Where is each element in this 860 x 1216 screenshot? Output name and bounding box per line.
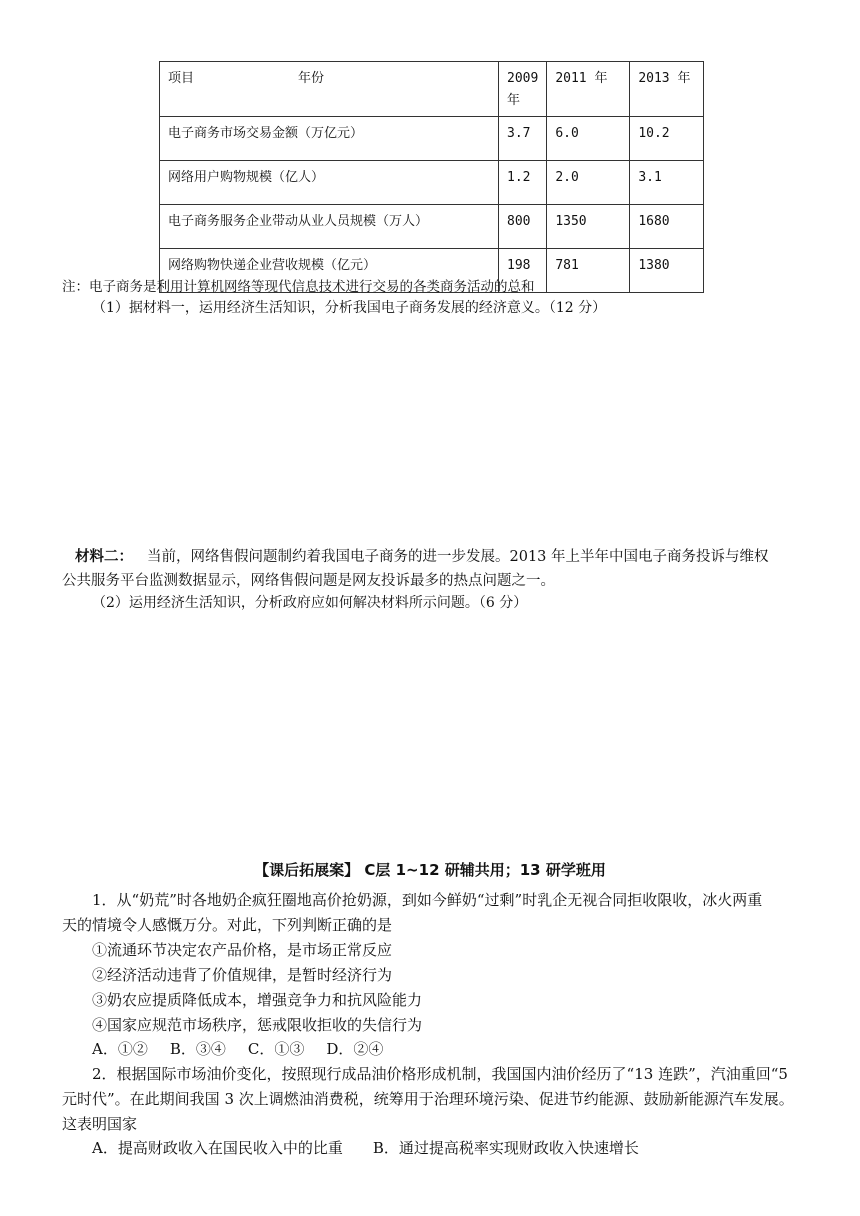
problem-2-line-3: 这表明国家: [62, 1115, 138, 1133]
row-label: 网络购物快递企业营收规模（亿元）: [160, 249, 499, 293]
problem-1-option: ②经济活动违背了价值规律，是暂时经济行为: [92, 966, 393, 984]
cell-2013: 3.1: [630, 161, 704, 205]
row-label: 电子商务服务企业带动从业人员规模（万人）: [160, 205, 499, 249]
problem-2-choices: [92, 1137, 669, 1158]
cell-2009: 198: [499, 249, 547, 293]
choice-a: A．①②: [92, 1040, 148, 1058]
table-row: [160, 161, 704, 205]
material-2-line-1: [75, 545, 769, 566]
header-2011: 2011 年: [547, 62, 630, 117]
question-2: （2）运用经济生活知识，分析政府应如何解决材料所示问题。（6 分）: [92, 595, 528, 611]
choice-a: A．提高财政收入在国民收入中的比重: [92, 1139, 343, 1157]
section-title: 【课后拓展案】 C层 1~12 研辅共用；13 研学班用: [254, 861, 606, 879]
cell-2013: 1380: [630, 249, 704, 293]
cell-2011: 2.0: [547, 161, 630, 205]
choice-d: D．②④: [326, 1040, 384, 1058]
problem-2-line-1: 2．根据国际市场油价变化，按照现行成品油价格形成机制，我国国内油价经历了“13 连跌”，汽油重回“5: [92, 1065, 788, 1083]
table-row: [160, 117, 704, 161]
choice-b: B．③④: [169, 1040, 226, 1058]
cell-2011: 6.0: [547, 117, 630, 161]
choice-c: C．①③: [247, 1040, 305, 1058]
cell-2009: 800: [499, 205, 547, 249]
problem-1-option: ③奶农应提质降低成本，增强竞争力和抗风险能力: [92, 991, 423, 1009]
material-2-text: 当前，网络售假问题制约着我国电子商务的进一步发展。2013 年上半年中国电子商务投诉与维权: [147, 549, 769, 565]
header-project: 项目: [168, 71, 195, 86]
cell-2009: 1.2: [499, 161, 547, 205]
cell-2013: 1680: [630, 205, 704, 249]
material-2-line-2: 公共服务平台监测数据显示，网络售假问题是网友投诉最多的热点问题之一。: [62, 573, 555, 589]
problem-1-line-1: 1．从“奶荒”时各地奶企疯狂圈地高价抢奶源，到如今鲜奶“过剩”时乳企无视合同拒收限收，冰火两重: [92, 891, 763, 909]
problem-1-line-2: 天的情境令人感慨万分。对此，下列判断正确的是: [62, 916, 393, 934]
problem-1-option: ④国家应规范市场秩序，惩戒限收拒收的失信行为: [92, 1016, 423, 1034]
problem-1-option: ①流通环节决定农产品价格，是市场正常反应: [92, 941, 393, 959]
table-header-row: [160, 62, 704, 117]
data-table: [159, 61, 704, 293]
material-2-label: 材料二：: [75, 548, 133, 565]
row-label: 网络用户购物规模（亿人）: [160, 161, 499, 205]
question-1: （1）据材料一，运用经济生活知识，分析我国电子商务发展的经济意义。（12 分）: [92, 300, 607, 316]
header-2013: 2013 年: [630, 62, 704, 117]
table-note: 注：电子商务是利用计算机网络等现代信息技术进行交易的各类商务活动的总和: [62, 279, 535, 295]
problem-1-choices: [92, 1038, 405, 1059]
cell-2011: 1350: [547, 205, 630, 249]
row-label: 电子商务市场交易金额（万亿元）: [160, 117, 499, 161]
cell-2011: 781: [547, 249, 630, 293]
header-year: 年份: [298, 71, 325, 86]
table-header-cell: [160, 62, 499, 117]
table-row: [160, 205, 704, 249]
cell-2009: 3.7: [499, 117, 547, 161]
header-2009: 2009年: [499, 62, 547, 117]
cell-2013: 10.2: [630, 117, 704, 161]
problem-2-line-2: 元时代”。在此期间我国 3 次上调燃油消费税，统筹用于治理环境污染、促进节约能源、鼓励新能源汽车发展。: [62, 1090, 794, 1108]
choice-b: B．通过提高税率实现财政收入快速增长: [372, 1139, 639, 1157]
